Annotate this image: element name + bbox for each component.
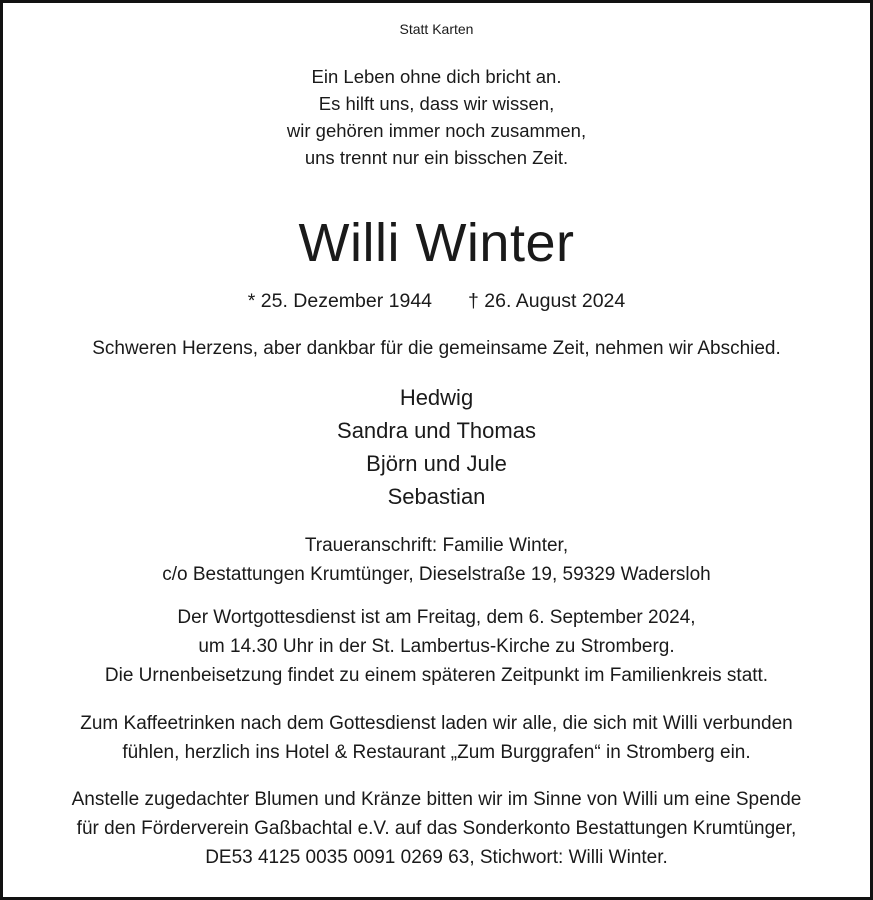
deceased-name: Willi Winter (298, 213, 575, 273)
poem (3, 63, 870, 171)
service-line: Die Urnenbeisetzung findet zu einem späteren Zeitpunkt im Familienkreis statt. (104, 665, 769, 686)
poem-line: Ein Leben ohne dich bricht an. (311, 66, 562, 87)
poem-line: wir gehören immer noch zusammen, (286, 120, 587, 141)
address-line: c/o Bestattungen Krumtünger, Dieselstraße 19, 59329 Wadersloh (162, 564, 711, 585)
donation-line: Anstelle zugedachter Blumen und Kränze bitten wir im Sinne von Willi um eine Spende (71, 789, 802, 810)
family-name: Hedwig (399, 385, 474, 410)
family-names (3, 381, 870, 513)
service-line: Der Wortgottesdienst ist am Freitag, dem 6. September 2024, (177, 607, 696, 628)
service-line: um 14.30 Uhr in der St. Lambertus-Kirche zu Stromberg. (198, 636, 675, 657)
poem-line: uns trennt nur ein bisschen Zeit. (304, 147, 569, 168)
family-name: Björn und Jule (366, 451, 507, 476)
farewell-text: Schweren Herzens, aber dankbar für die gemeinsame Zeit, nehmen wir Abschied. (92, 338, 781, 359)
address-line: Traueranschrift: Familie Winter, (304, 535, 569, 556)
birth-date: * 25. Dezember 1944 (247, 290, 433, 312)
coffee-line: fühlen, herzlich ins Hotel & Restaurant „Zum Burggrafen“ in Stromberg ein. (122, 742, 751, 763)
donation-request (3, 785, 870, 872)
coffee-line: Zum Kaffeetrinken nach dem Gottesdienst laden wir alle, die sich mit Willi verbunden (80, 713, 793, 734)
header-text: Statt Karten (399, 21, 474, 37)
donation-line: DE53 4125 0035 0091 0269 63, Stichwort: Willi Winter. (205, 847, 668, 868)
death-date: † 26. August 2024 (468, 290, 626, 312)
life-dates (3, 287, 870, 315)
family-name: Sebastian (387, 484, 486, 509)
family-name: Sandra und Thomas (337, 418, 536, 443)
coffee-invitation (3, 709, 870, 767)
donation-line: für den Förderverein Gaßbachtal e.V. auf das Sonderkonto Bestattungen Krumtünger, (76, 818, 797, 839)
poem-line: Es hilft uns, dass wir wissen, (318, 93, 555, 114)
mourning-address (3, 531, 870, 589)
service-info (3, 603, 870, 690)
